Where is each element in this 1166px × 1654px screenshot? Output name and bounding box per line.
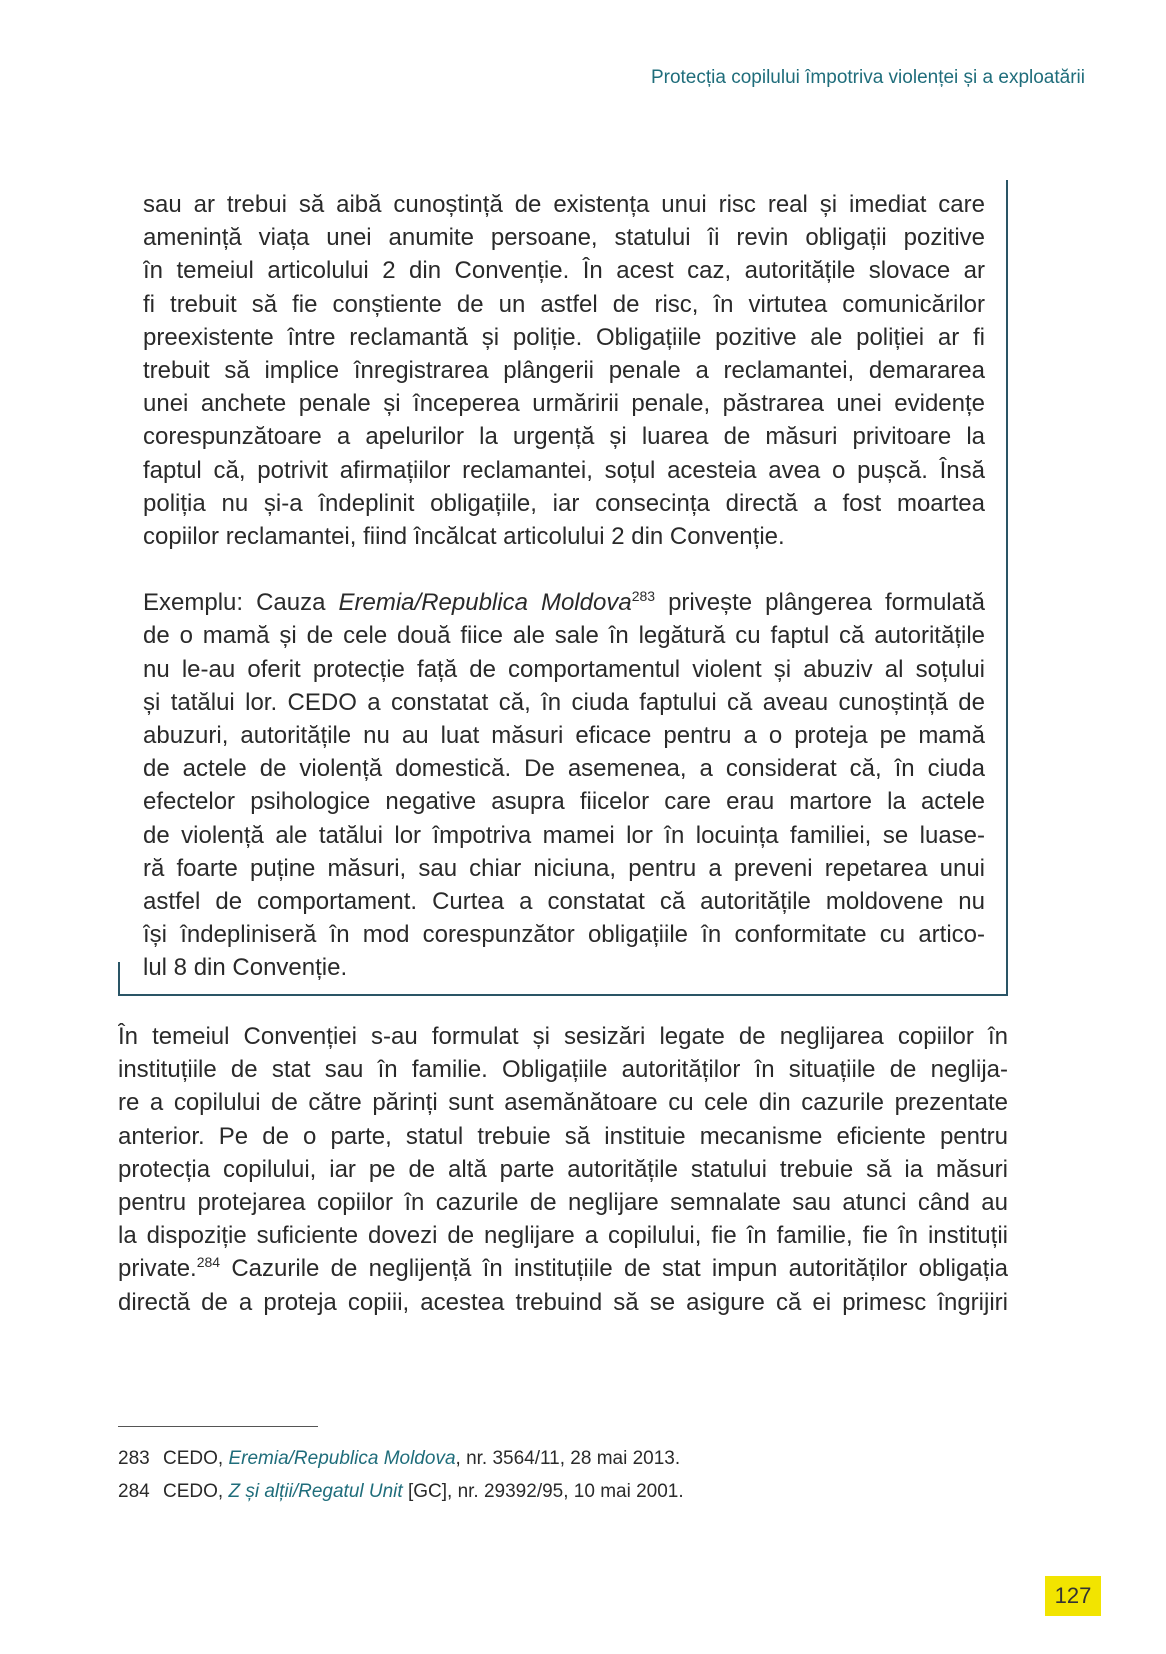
footnote-ref-284: 284 [196, 1254, 221, 1271]
box-paragraph-2-line: abuzuri, autoritățile nu au luat măsuri eficace pentru a o proteja pe mamă [143, 722, 985, 749]
body-line: pentru protejarea copiilor în cazurile de neglijare semnalate sau atunci când au [118, 1188, 1008, 1216]
box-border-corner [118, 962, 120, 994]
paragraph-gap [143, 553, 985, 586]
box-paragraph-2-line: și tatălui lor. CEDO a constatat că, în ciuda faptului că aveau cunoștință de [143, 688, 985, 716]
box-paragraph-1-line: fi trebuit să fie conștiente de un astfel de risc, în virtutea comunicărilor [143, 290, 985, 318]
case-link[interactable]: Z și alții/Regatul Unit [228, 1481, 403, 1502]
case-name: Eremia/Republica Moldova [338, 589, 632, 617]
box-paragraph-1-line: trebuit să implice înregistrarea plângerii penale a reclamantei, demararea [143, 356, 985, 384]
case-link[interactable]: Eremia/Republica Moldova [228, 1448, 456, 1469]
body-line [118, 1252, 1008, 1285]
body-line: protecția copilului, iar pe de altă parte autoritățile statului trebuie să ia măsuri [118, 1155, 1008, 1183]
footnote [118, 1442, 1008, 1475]
footnote-separator [118, 1426, 318, 1427]
box-paragraph-2-line: de o mamă și de cele două fiice ale sale în legătură cu faptul că autoritățile [143, 622, 985, 650]
body-line: re a copilului de către părinți sunt asemănătoare cu cele din cazurile prezentate [118, 1089, 1008, 1117]
box-paragraph-2-line: ră foarte puține măsuri, sau chiar niciuna, pentru a preveni repetarea unui [143, 854, 985, 882]
box-paragraph-2-line: de actele de violență domestică. De asemenea, a considerat că, în ciuda [143, 755, 985, 783]
box-paragraph-2-line: efectelor psihologice negative asupra fiicelor care erau martore la actele [143, 788, 985, 816]
box-paragraph-1-line: poliția nu și-a îndeplinit obligațiile, iar consecința directă a fost moartea [143, 489, 985, 517]
footnote-details: [GC], nr. 29392/95, 10 mai 2001. [402, 1481, 684, 1502]
box-paragraph-2-first-line [143, 586, 985, 619]
footnote-number: 284 [118, 1481, 150, 1502]
footnote-ref-283: 283 [631, 588, 656, 605]
footnotes [118, 1442, 1008, 1508]
footnote [118, 1475, 1008, 1508]
body-line: directă de a proteja copiii, acestea trebuind să se asigure că ei primesc îngrijiri [118, 1288, 1008, 1316]
box-paragraph-2-line: nu le-au oferit protecție față de comportamentul violent și abuziv al soțului [143, 655, 985, 683]
body-line: În temeiul Convenției s-au formulat și sesizări legate de neglijarea copiilor în [118, 1023, 1008, 1050]
body-line: la dispoziție suficiente dovezi de neglijare a copilului, fie în familie, fie în instituții [118, 1222, 1008, 1250]
body-line: anterior. Pe de o parte, statul trebuie să instituie mecanisme eficiente pentru [118, 1122, 1008, 1150]
page-number: 127 [1045, 1576, 1101, 1616]
footnote-source: CEDO, [163, 1448, 229, 1469]
footnote-details: , nr. 3564/11, 28 mai 2013. [455, 1448, 681, 1469]
body-paragraph [118, 1020, 1008, 1319]
body-line: instituțiile de stat sau în familie. Obligațiile autorităților în situațiile de neglija- [118, 1056, 1008, 1084]
example-continuation: privește plângerea formulată [655, 589, 985, 617]
box-paragraph-1-line: faptul că, potrivit afirmațiilor reclamantei, soțul acesteia avea o pușcă. Însă [143, 456, 985, 484]
box-paragraph-1-line: copiilor reclamantei, fiind încălcat articolului 2 din Convenție. [143, 522, 785, 550]
case-example-box [118, 180, 1008, 996]
box-paragraph-1-line: corespunzătoare a apelurilor la urgență și luarea de măsuri privitoare la [143, 423, 985, 451]
box-paragraph-1-line: preexistente între reclamantă și poliție. Obligațiile pozitive ale poliției ar fi [143, 323, 985, 351]
body-line-rest: Cazurile de neglijență în instituțiile de stat impun autorităților obligația [220, 1255, 1008, 1283]
footnote-source: CEDO, [163, 1481, 229, 1502]
box-paragraph-1-line: unei anchete penale și începerea urmăririi penale, păstrarea unei evidențe [143, 390, 985, 418]
box-paragraph-2-line: astfel de comportament. Curtea a constatat că autoritățile moldovene nu [143, 887, 985, 915]
body-line-start: private. [118, 1255, 197, 1283]
footnote-number: 283 [118, 1448, 150, 1469]
example-intro: Exemplu: Cauza [143, 589, 339, 617]
box-paragraph-1-line: amenință viața unei anumite persoane, statului îi revin obligații pozitive [143, 224, 985, 252]
box-paragraph-2-line: lul 8 din Convenție. [143, 954, 348, 982]
running-title: Protecția copilului împotriva violenței și a exploatării [650, 67, 1085, 88]
box-paragraph-2-line: de violență ale tatălui lor împotriva mamei lor în locuința familiei, se luase- [143, 821, 985, 849]
box-paragraph-1-line: sau ar trebui să aibă cunoștință de existența unui risc real și imediat care [143, 191, 985, 218]
box-paragraph-1-line: în temeiul articolului 2 din Convenție. În acest caz, autoritățile slovace ar [143, 257, 985, 285]
case-example-text [143, 188, 985, 985]
box-paragraph-2-line: își îndepliniseră în mod corespunzător obligațiile în conformitate cu artico- [143, 921, 985, 949]
